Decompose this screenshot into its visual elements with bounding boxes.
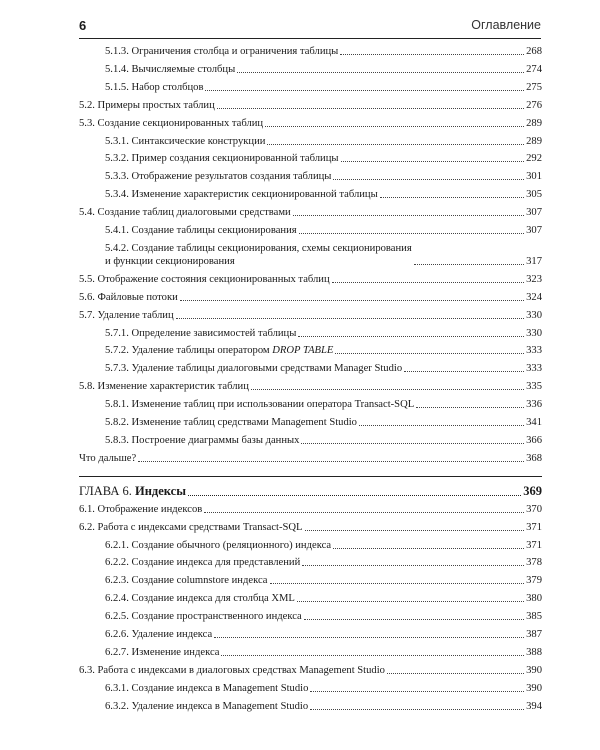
page-ref: 368	[526, 452, 542, 464]
page-ref: 317	[526, 255, 542, 267]
toc-entry: Что дальше? 368	[79, 452, 542, 464]
page-ref: 336	[526, 399, 542, 411]
page-ref: 289	[526, 135, 542, 147]
toc-entry: 5.6. Файловые потоки 324	[79, 291, 542, 303]
toc-entry: 5.1.3. Ограничения столбца и ограничения таблицы 268	[105, 46, 542, 57]
toc-entry: 5.7.2. Удаление таблицы оператором DROP TABLE 333	[105, 345, 542, 357]
toc-entry: 6.2.3. Создание columnstore индекса 379	[105, 575, 542, 587]
page-ref: 274	[526, 63, 542, 75]
page-ref: 369	[523, 483, 542, 498]
page-ref: 388	[526, 646, 542, 658]
page-ref: 394	[526, 700, 542, 712]
page-ref: 333	[526, 363, 542, 375]
toc-entry: 5.8. Изменение характеристик таблиц 335	[79, 381, 542, 393]
page-ref: 379	[526, 575, 542, 587]
toc-entry: 5.3.2. Пример создания секционированной таблицы 292	[105, 153, 542, 165]
toc-entry: 6.2.7. Изменение индекса 388	[105, 646, 542, 658]
page-ref: 371	[526, 539, 542, 551]
page-ref: 289	[526, 117, 542, 129]
page-ref: 268	[526, 46, 542, 57]
toc-entry: 6.2.4. Создание индекса для столбца XML 380	[105, 593, 542, 605]
page-ref: 292	[526, 153, 542, 165]
toc-entry: 5.3. Создание секционированных таблиц 289	[79, 117, 542, 129]
page-ref: 371	[526, 521, 542, 533]
page-ref: 330	[526, 327, 542, 339]
page-ref: 301	[526, 171, 542, 183]
toc-entry: 6.2.1. Создание обычного (реляционного) индекса 371	[105, 539, 542, 551]
toc-entry: 6.1. Отображение индексов 370	[79, 503, 542, 515]
page-ref: 275	[526, 81, 542, 93]
toc-entry: 5.1.4. Вычисляемые столбцы 274	[105, 63, 542, 75]
toc-entry: 5.7. Удаление таблиц 330	[79, 309, 542, 321]
chapter-label: ГЛАВА 6.	[79, 483, 132, 498]
toc-chapter	[79, 484, 542, 499]
page-ref: 330	[526, 309, 542, 321]
chapter-name: Индексы	[135, 483, 186, 498]
page-ref: 390	[526, 682, 542, 694]
toc-entry: 6.2.6. Удаление индекса 387	[105, 629, 542, 640]
page-ref: 276	[526, 99, 542, 111]
toc-entry: 5.3.4. Изменение характеристик секционированной таблицы 305	[105, 189, 542, 201]
page-ref: 324	[526, 291, 542, 303]
page-ref: 378	[526, 557, 542, 569]
toc-entry: 6.3.1. Создание индекса в Management Studio 390	[105, 682, 542, 694]
toc-entry: 6.3. Работа с индексами в диалоговых средствах Management Studio 390	[79, 664, 542, 676]
page-ref: 370	[526, 503, 542, 515]
toc-entry: 5.8.1. Изменение таблиц при использовании оператора Transact-SQL 336	[105, 399, 542, 411]
toc-entry: 5.4. Создание таблиц диалоговыми средствами 307	[79, 207, 542, 219]
toc-entry: 5.5. Отображение состояния секционированных таблиц 323	[79, 273, 542, 285]
page-number: 6	[79, 18, 87, 33]
running-title: Оглавление	[471, 18, 541, 32]
toc-entry: 5.1.5. Набор столбцов 275	[105, 81, 542, 93]
page-ref: 305	[526, 189, 542, 201]
page-ref: 366	[526, 434, 542, 446]
page-ref: 341	[526, 417, 542, 428]
page-ref: 323	[526, 273, 542, 285]
toc-entry: 5.7.1. Определение зависимостей таблицы 330	[105, 327, 542, 339]
chapter-divider	[79, 476, 542, 477]
toc-entry: 5.3.3. Отображение результатов создания таблицы 301	[105, 171, 542, 183]
toc-entry: 5.8.3. Построение диаграммы базы данных 366	[105, 434, 542, 446]
page-ref: 380	[526, 593, 542, 605]
toc-entry: 5.8.2. Изменение таблиц средствами Management Studio 341	[105, 417, 542, 428]
page-ref: 333	[526, 345, 542, 357]
toc-entry: 6.2.2. Создание индекса для представлений 378	[105, 557, 542, 569]
page-ref: 390	[526, 664, 542, 676]
page-ref: 385	[526, 611, 542, 623]
page-ref: 307	[526, 207, 542, 219]
page-ref: 307	[526, 225, 542, 236]
page-ref: 335	[526, 381, 542, 393]
toc-entry: 5.2. Примеры простых таблиц 276	[79, 99, 542, 111]
toc-entry: 5.4.1. Создание таблицы секционирования 307	[105, 225, 542, 236]
toc-entry: 5.4.2. Создание таблицы секционирования, схемы секционирования и функции секционирования 317	[105, 242, 542, 267]
toc-entry: 6.3.2. Удаление индекса в Management Studio 394	[105, 700, 542, 712]
page-ref: 387	[526, 629, 542, 640]
toc-entry: 5.3.1. Синтаксические конструкции 289	[105, 135, 542, 147]
toc-entry: 5.7.3. Удаление таблицы диалоговыми средствами Manager Studio 333	[105, 363, 542, 375]
toc-entry: 6.2.5. Создание пространственного индекса 385	[105, 611, 542, 623]
toc-entry: 6.2. Работа с индексами средствами Transact-SQL 371	[79, 521, 542, 533]
